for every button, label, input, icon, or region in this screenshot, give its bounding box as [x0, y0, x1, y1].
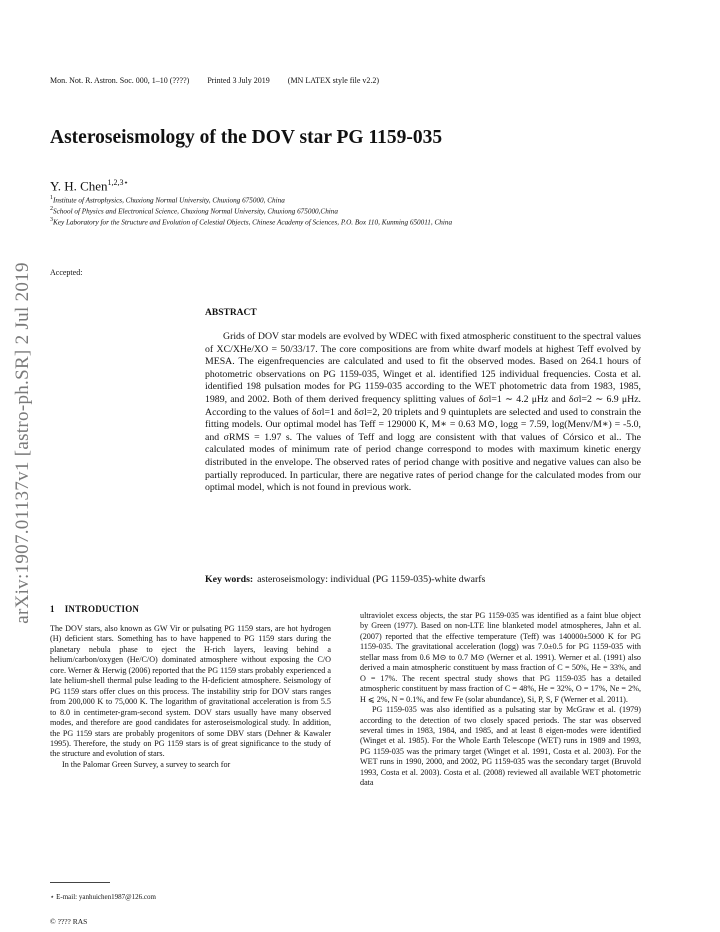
- right-column: [360, 611, 641, 789]
- arxiv-stamp: [3, 228, 43, 658]
- author-affiliation-marks: 1,2,3⋆: [107, 178, 129, 187]
- left-column: [50, 624, 331, 770]
- affiliation-3: [50, 217, 452, 226]
- paper-title: Asteroseismology of the DOV star PG 1159-035: [50, 127, 443, 148]
- affiliation-2: [50, 206, 338, 215]
- keywords-text: asteroseismology: individual (PG 1159-035)-white dwarfs: [257, 574, 486, 585]
- affiliation-text: Key Laboratory for the Structure and Evolution of Celestial Objects, Chinese Academy of Sciences, P.O. Box 110, Kunming 650011, China: [53, 218, 453, 227]
- footnote-rule: [50, 882, 110, 883]
- intro-paragraph-2: In the Palomar Green Survey, a survey to search for: [62, 759, 231, 769]
- journal-reference: Mon. Not. R. Astron. Soc. 000, 1–10 (????): [50, 76, 190, 85]
- printed-date: Printed 3 July 2019: [207, 76, 270, 85]
- author-line: [50, 178, 129, 194]
- affiliation-text: School of Physics and Electronical Science, Chuxiong Normal University, Chuxiong 675000,China: [53, 207, 338, 216]
- section-heading: [50, 604, 149, 614]
- abstract-heading: ABSTRACT: [205, 308, 257, 318]
- abstract-body: [205, 331, 641, 495]
- style-file-note: (MN LATEX style file v2.2): [287, 76, 380, 85]
- author-name: Y. H. Chen: [50, 178, 108, 194]
- section-title: INTRODUCTION: [64, 604, 140, 614]
- section-number: 1: [50, 604, 55, 614]
- affiliation-number: 1: [50, 195, 53, 201]
- arxiv-identifier: arXiv:1907.01137v1 [astro-ph.SR] 2 Jul 2019: [12, 262, 33, 624]
- running-header: [50, 76, 395, 85]
- accepted-line: Accepted:: [50, 268, 83, 277]
- affiliation-number: 2: [50, 206, 53, 212]
- intro-paragraph-1: The DOV stars, also known as GW Vir or pulsating PG 1159 stars, are hot hydrogen (H) deficient stars. Something has to have happened to PG 1159 stars during the planetary nebula phase to eject the H-rich layers, leaving behind a helium/carbon/oxygen (He/C/O) dominated atmosphere without exposing the C/O core. Werner & Herwig (2006) reported that the PG 1159 stars probably experienced a late helium-shell thermal pulse leading to the H-deficient atmosphere. Seismology of PG 1159 stars offer clues on this process. The instability strip for DOV stars ranges from 200,000 K to 75,000 K. The logarithm of gravitational acceleration is from 5.5 to 8.0 in centimeter-gram-second system. DOV stars usually have many observed modes, and therefore are good candidates for asteroseismological study. In addition, the PG 1159 stars are probably progenitors of some DBV stars (Dehner & Kawaler 1995). Therefore, the study on PG 1159 stars is of great significance to the study of the structure and evolution of stars.: [50, 624, 331, 759]
- keywords-label: Key words:: [205, 574, 254, 585]
- keywords-line: [205, 574, 485, 585]
- intro-paragraph-4: PG 1159-035 was also identified as a pulsating star by McGraw et al. (1979) according to the detection of two closely spaced periods. The star was observed several times in 1983, 1984, and 1985, and at least 8 eigen-modes were identified (Winget et al. 1985). For the Whole Earth Telescope (WET) runs in 1989 and 1993, PG 1159-035 was the primary target (Winget et al. 1991, Costa et al. 2003). For the WET runs in 1990, 2000, and 2002, PG 1159-035 was the secondary target (Bruvold 1993, Costa et al. 2003). Costa et al. (2008) reviewed all available WET photometric data: [360, 705, 641, 788]
- abstract-paragraph: Grids of DOV star models are evolved by WDEC with fixed atmospheric constituent to the spectral values of XC/XHe/XO = 50/33/17. The core compositions are from white dwarf models at highest Teff evolved by MESA. The eigenfrequencies are calculated and used to fit the observed modes. Based on 264.1 hours of photometric observations on PG 1159-035, Winget et al. identified 125 individual frequencies. Costa et al. identified 198 pulsation modes for PG 1159-035 according to the WET photometric data from 1983, 1985, 1989, and 2002. Both of them derived frequency splitting values of δσl=1 ∼ 4.2 μHz and δσl=2 ∼ 6.9 μHz. According to the values of δσl=1 and δσl=2, 20 triplets and 9 quintuplets are selected and used to constrain the fitting models. Our optimal model has Teff = 129000 K, M∗ = 0.63 M⊙, logg = 7.59, log(Menv/M∗) = -5.0, and σRMS = 1.97 s. The values of Teff and logg are consistent with that values of Córsico et al.. The calculated modes of minimum rate of period change correspond to modes with maximum kinetic energy distributed in the envelope. The observed rates of period change with positive and negative values can also be partially reproduced. In particular, there are negative rates of period change for the calculated modes from our optimal model, which is not found in previous work.: [205, 331, 641, 494]
- copyright-notice: © ???? RAS: [50, 917, 88, 926]
- affiliation-number: 3: [50, 217, 53, 223]
- intro-paragraph-3: ultraviolet excess objects, the star PG 1159-035 was identified as a faint blue object by Green (1977). Based on non-LTE line blanketed model atmospheres, Jahn et al. (2007) reported that the effective temperature (Teff) was 140000±5000 K for PG 1159-035. The gravitational acceleration (logg) was 7.0±0.5 for PG 1159-035 with stellar mass from 0.6 M⊙ to 0.7 M⊙ (Werner et al. 1991). Werner et al. (1991) also derived a main atmospheric constituent by mass fraction of C = 50%, He = 33%, and O = 17%. The recent spectral study shows that PG 1159-035 has a detailed atmospheric constituent by mass fraction of C = 48%, He = 32%, O = 17%, Ne = 2%, H ⩽ 2%, N = 0.1%, and few Fe (solar abundance), Si, P, S, F (Werner et al. 2011).: [360, 611, 641, 704]
- footnote-email: ⋆ E-mail: yanhuichen1987@126.com: [50, 893, 156, 901]
- affiliation-1: [50, 195, 285, 204]
- affiliation-text: Institute of Astrophysics, Chuxiong Normal University, Chuxiong 675000, China: [53, 196, 285, 205]
